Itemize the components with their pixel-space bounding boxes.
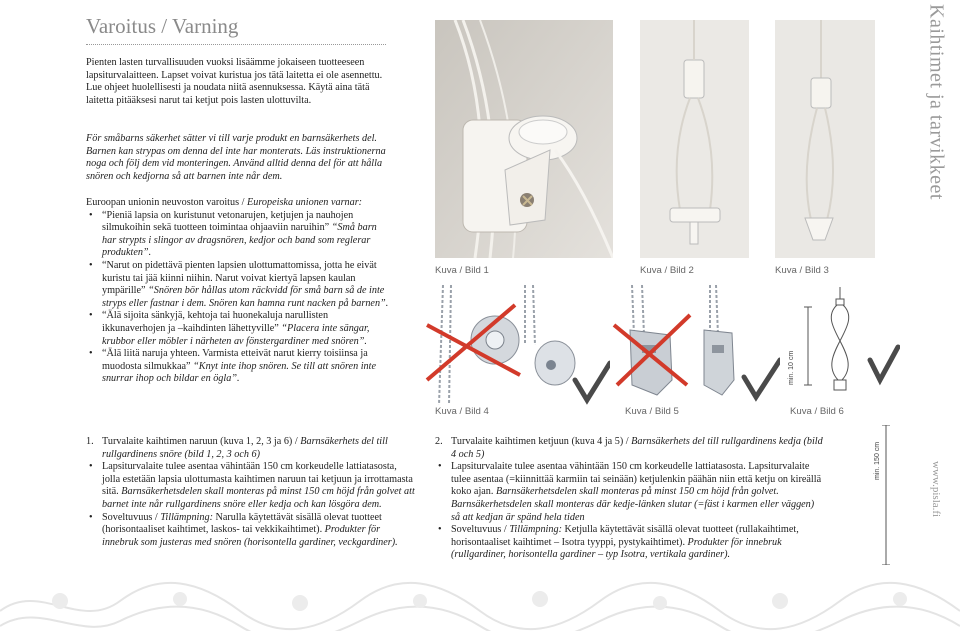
eu-heading-sv: Europeiska unionen varnar: bbox=[247, 197, 363, 208]
side-title bbox=[922, 4, 950, 264]
dim-min-10cm bbox=[788, 345, 804, 385]
warning-sv: “Placera inte sängar, krubbor eller möbler i närheten av fönstergardiner med snören”. bbox=[102, 322, 370, 347]
eu-warning-block bbox=[86, 197, 391, 386]
intro-swedish: För småbarns säkerhet sätter vi till varje produkt en barnsäkerhets del. Barnen kan strypas om denna del inte har monterats. Läs instruktionerna noga och följ dem vid monteringen. Använd alltid denna del för att hålla snören och kedjorna så att barnen inte når dem. bbox=[86, 133, 386, 182]
section-1-bullet-install bbox=[86, 461, 416, 511]
section-1-heading-sv: Barnsäkerhets del till rullgardinens snöre (bild 1, 2, 3 och 6) bbox=[102, 436, 388, 460]
caption-bild-6: Kuva / Bild 6 bbox=[790, 406, 844, 417]
warning-item bbox=[86, 348, 391, 386]
website-url-text: www.pisla.fi bbox=[930, 461, 942, 518]
warning-fi: “Narut on pidettävä pienten lapsien ulottumattomissa, jotta he eivät kuristu tai jää kiinni niihin. Narut voivat kiertyä lapsen kaulan ympärille” bbox=[102, 259, 377, 297]
section-2-list bbox=[435, 436, 825, 461]
section-1-usage-label-fi: Soveltuvuus / bbox=[102, 511, 161, 523]
intro-finnish: Pienten lasten turvallisuuden vuoksi lisäämme jokaiseen tuotteeseen lapsiturvalaitteen. Lapset voivat kuristua jos tätä laitetta ei ole asennettu. Lue ohjeet huolellisesti ja noudata niitä asennuksessa. Käytä aina tätä laitetta pitääksesi narut tai ketjut pois lasten ulottuvilta. bbox=[86, 57, 383, 106]
section-1-install-sv: Barnsäkerhetsdelen skall monteras på minst 150 cm höjd från golvet att barnet inte når rullgardinens snöre eller kedja och kan lösgöra dem. bbox=[102, 486, 415, 510]
section-2-bullets bbox=[435, 461, 825, 562]
section-2-bullet-install bbox=[435, 461, 825, 524]
decorative-ornament-band bbox=[0, 571, 960, 631]
section-2-number: 2. bbox=[435, 436, 443, 447]
section-1-bullet-usage bbox=[86, 512, 416, 550]
side-title-text: Kaihtimet ja tarvikkeet bbox=[925, 4, 948, 200]
section-2-usage-sv: Produkter för innebruk (rullgardiner, horisontella gardiner – typ Isotra, vertikala gardiner). bbox=[451, 536, 782, 561]
section-2-heading-sv: Barnsäkerhets del till rullgardinens kedja (bild 4 och 5) bbox=[451, 436, 823, 460]
section-1-usage-fi: Narulla käytettävät sisällä olevat tuotteet (horisontaaliset kaihtimet, laskos- tai vekkikaihtimet). bbox=[102, 511, 382, 536]
caption-bild-2: Kuva / Bild 2 bbox=[640, 265, 694, 276]
eu-heading-fi: Euroopan unionin neuvoston varoitus / bbox=[86, 197, 248, 208]
caption-bild-5: Kuva / Bild 5 bbox=[625, 406, 679, 417]
warning-fi: “Pieniä lapsia on kuristunut vetonarujen, ketjujen ja nauhojen silmukoihin sekä tuotteen toimintaa ohjaaviin naruihin” bbox=[102, 209, 354, 234]
section-2-usage-label-fi: Soveltuvuus / bbox=[451, 524, 510, 536]
warning-sv: “Små barn har strypts i slingor av dragsnören, kedjor och band som reglerar produkten”. bbox=[102, 222, 377, 259]
section-2-usage-label-sv: Tillämpning: bbox=[509, 524, 562, 536]
section-2-usage-fi: Ketjulla käytettävät sisällä olevat tuotteet (rullakaihtimet, horisontaaliset kaihtimet – Isotra tyyppi, pystykaihtimet). bbox=[451, 524, 799, 548]
warning-item bbox=[86, 260, 391, 310]
section-2-chain-device bbox=[435, 436, 825, 562]
photo-1-safety-device-wall bbox=[435, 20, 613, 258]
page-title: Varoitus / Varning bbox=[86, 14, 239, 38]
caption-bild-4: Kuva / Bild 4 bbox=[435, 406, 489, 417]
caption-bild-1: Kuva / Bild 1 bbox=[435, 265, 489, 276]
section-2-heading-fi: Turvalaite kaihtimen ketjuun (kuva 4 ja 5) / bbox=[451, 436, 632, 447]
warning-item bbox=[86, 310, 391, 348]
eu-warning-heading bbox=[86, 197, 391, 210]
caption-bild-3: Kuva / Bild 3 bbox=[775, 265, 829, 276]
section-1-heading bbox=[86, 436, 416, 461]
warning-sv: “Snören bör hållas utom räckvidd för små barn så de inte stryps eller fastnar i dem. Snören kan hamna runt nacken på barnen”. bbox=[102, 285, 389, 309]
website-url bbox=[930, 461, 946, 571]
section-2-install-sv: Barnsäkerhetsdelen skall monteras på minst 150 cm höjd från golvet. Barnsäkerhetsdelen skall monteras där kedje-länken slutar (=fäst i karmen eller väggen) så att kedjan är spänd hela tiden bbox=[451, 486, 815, 523]
warning-fi: “Älä liitä naruja yhteen. Varmista etteivät narut kierry toisiinsa ja muodosta silmukkaa” bbox=[102, 348, 368, 372]
section-2-bullet-usage bbox=[435, 524, 825, 562]
section-1-usage-label-sv: Tillämpning: bbox=[160, 511, 213, 523]
section-1-list bbox=[86, 436, 416, 461]
photo-3-cord-tensioner bbox=[775, 20, 875, 258]
photo-2-cord-tensioner bbox=[640, 20, 749, 258]
dim-min-150cm-label: min. 150 cm bbox=[874, 441, 881, 480]
section-2-install-fi: Lapsiturvalaite tulee asentaa vähintään 150 cm korkeudelle lattiatasosta. Lapsiturvalaite tulee asentaa (=kiinnittää karmiin tai seinään) ketjulenkin päähän niin että ketju on kireällä koko ajan. bbox=[451, 461, 822, 498]
section-2-heading bbox=[435, 436, 825, 461]
section-1-bullets bbox=[86, 461, 416, 549]
warning-list bbox=[86, 210, 391, 386]
diagram-6-cord-loop bbox=[790, 285, 900, 405]
photo-4-chain-device bbox=[425, 285, 610, 405]
photo-5-chain-device bbox=[612, 285, 780, 405]
warning-item bbox=[86, 210, 391, 260]
warning-sv: “Knyt inte ihop snören. Se till att snören inte snurrar ihop och bildar en ögla”. bbox=[102, 360, 377, 385]
section-1-install-fi: Lapsiturvalaite tulee asentaa vähintään 150 cm korkeudelle lattiatasosta, jolla estetään lapsia ulottumasta kaihtimen naruun tai ketjuun ja irrottamasta sitä. bbox=[102, 461, 413, 498]
dim-min-150cm bbox=[874, 425, 892, 565]
section-1-cord-device bbox=[86, 436, 416, 549]
title-divider bbox=[86, 44, 386, 45]
warning-fi: “Älä sijoita sänkyjä, kehtoja tai huonekaluja narullisten ikkunaverhojen ja –kaihdinten lähettyville” bbox=[102, 310, 329, 334]
section-1-usage-sv: Produkter för innebruk som justeras med snören (horisontella gardiner, veckgardiner). bbox=[102, 524, 398, 548]
section-1-heading-fi: Turvalaite kaihtimen naruun (kuva 1, 2, 3 ja 6) / bbox=[102, 436, 301, 447]
dim-min-10cm-label: min. 10 cm bbox=[788, 350, 795, 385]
section-1-number: 1. bbox=[86, 436, 94, 447]
